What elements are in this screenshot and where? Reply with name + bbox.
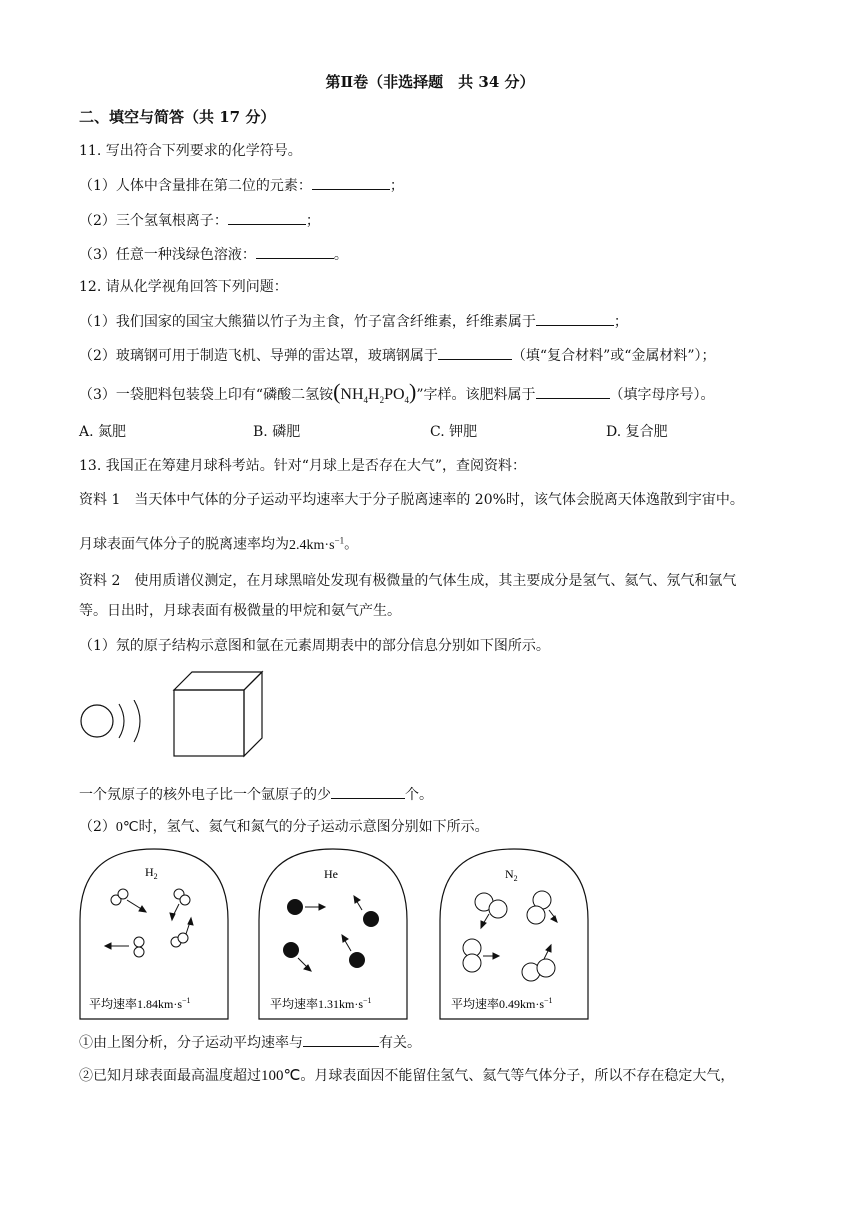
gas-label: $H_2$ <box>145 865 158 881</box>
gas-label: $N_2$ <box>505 867 518 883</box>
q12-item-3: （3）一袋肥料包装袋上印有“磷酸二氢铵$(NH_4H_2PO_4)$”字样。该肥料属于 （填字母序号）。 <box>79 379 715 406</box>
gas-container-h2 <box>79 848 229 1020</box>
n2-molecule <box>463 891 555 981</box>
q11-item-3: （3）任意一种浅绿色溶液： 。 <box>79 243 348 265</box>
answer-blank[interactable] <box>536 383 610 399</box>
neon-atom-diagram <box>76 700 156 770</box>
section-title: 第Ⅱ卷（非选择题 共 34 分） <box>325 73 535 91</box>
speed-label: 平均速率$1.31km\cdot s^{-1}$ <box>270 996 372 1011</box>
q12-stem: 12. 请从化学视角回答下列问题： <box>79 279 288 295</box>
answer-blank[interactable] <box>228 209 306 225</box>
q11-item-2: （2）三个氢氧根离子： ； <box>79 209 320 231</box>
part-title: 二、填空与简答（共 17 分） <box>79 108 276 126</box>
he-atom <box>283 899 379 968</box>
q13-sub-1: （1）氖的原子结构示意图和氩在元素周期表中的部分信息分别如下图所示。 <box>79 638 550 654</box>
info-1-line-a: 资料 1 当天体中气体的分子运动平均速率大于分子脱离速率的 20%时，该气体会脱离天体逸散到宇宙中。 <box>79 492 744 508</box>
argon-element-cell <box>170 668 266 760</box>
option-c[interactable]: C. 钾肥 <box>430 424 478 440</box>
q11-stem: 11. 写出符合下列要求的化学符号。 <box>79 143 302 159</box>
fertilizer-formula: $(NH_4H_2PO_4)$ <box>333 379 417 406</box>
option-a[interactable]: A. 氮肥 <box>79 424 127 440</box>
answer-blank[interactable] <box>536 310 614 326</box>
q13-question-a: ①由上图分析，分子运动平均速率与 有关。 <box>79 1031 421 1053</box>
answer-blank[interactable] <box>303 1031 379 1047</box>
q12-item-2: （2）玻璃钢可用于制造飞机、导弹的雷达罩，玻璃钢属于 （填“复合材料”或“金属材料”）； <box>79 344 716 366</box>
speed-label: 平均速率$0.49km\cdot s^{-1}$ <box>451 996 553 1011</box>
q13-stem: 13. 我国正在筹建月球科考站。针对“月球上是否存在大气”，查阅资料： <box>79 458 527 474</box>
info-1-line-b: 月球表面气体分子的脱离速率均为$2.4km\cdot s^{-1}$。 <box>79 535 359 553</box>
answer-blank[interactable] <box>312 174 390 190</box>
answer-blank[interactable] <box>331 783 405 799</box>
option-d[interactable]: D. 复合肥 <box>606 424 668 440</box>
speed-label: 平均速率$1.84km\cdot s^{-1}$ <box>89 996 191 1011</box>
h2-molecule <box>111 889 190 957</box>
gas-container-he <box>258 848 408 1020</box>
q13-sub-2: （2）0℃时，氢气、氦气和氮气的分子运动示意图分别如下所示。 <box>79 819 489 835</box>
answer-blank[interactable] <box>438 344 512 360</box>
info-2-line-b: 等。日出时，月球表面有极微量的甲烷和氨气产生。 <box>79 603 401 619</box>
answer-blank[interactable] <box>256 243 334 259</box>
option-b[interactable]: B. 磷肥 <box>253 424 301 440</box>
q11-item-1: （1）人体中含量排在第二位的元素： ； <box>79 174 404 196</box>
q13-sub-1-question: 一个氖原子的核外电子比一个氩原子的少 个。 <box>79 783 433 805</box>
q13-question-b: ②已知月球表面最高温度超过100℃。月球表面因不能留住氢气、氦气等气体分子，所以不存在稳定大气， <box>79 1068 735 1084</box>
info-2-line-a: 资料 2 使用质谱仪测定，在月球黑暗处发现有极微量的气体生成，其主要成分是氢气、氦气、氖气和氩气 <box>79 573 737 589</box>
gas-container-n2 <box>439 848 589 1020</box>
q12-item-1: （1）我们国家的国宝大熊猫以竹子为主食，竹子富含纤维素，纤维素属于 ； <box>79 310 628 332</box>
gas-label: He <box>324 867 338 881</box>
